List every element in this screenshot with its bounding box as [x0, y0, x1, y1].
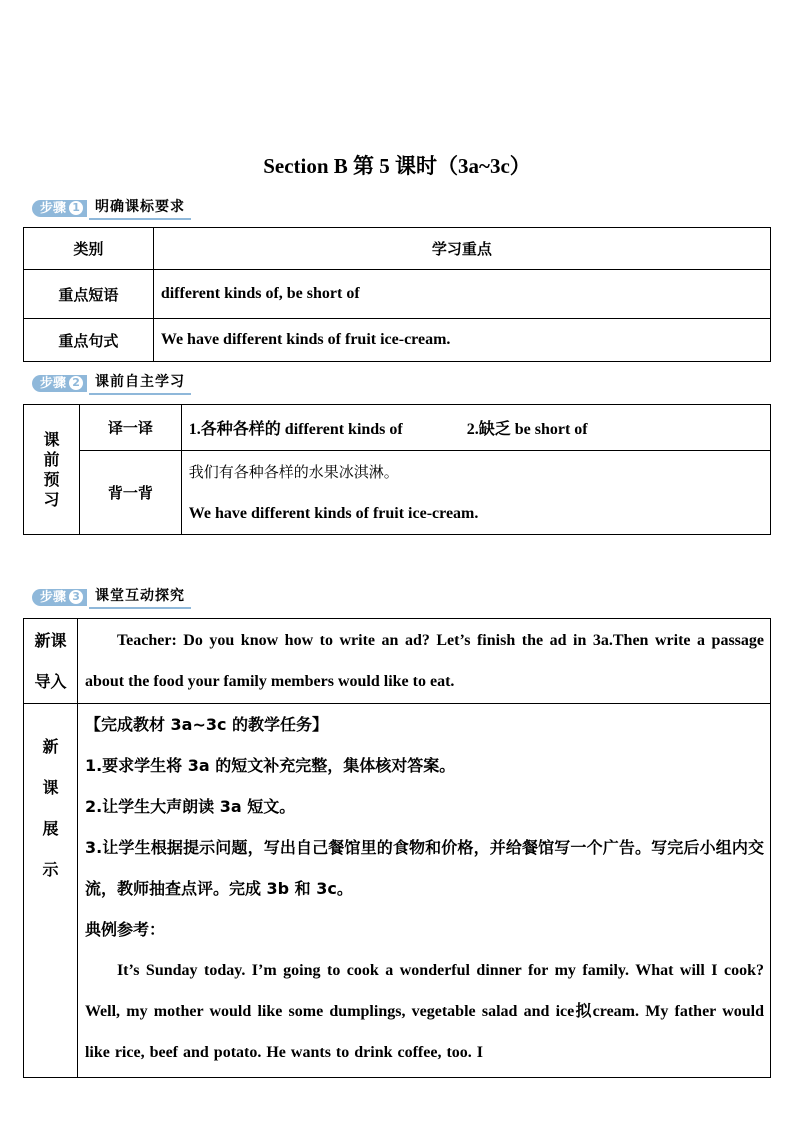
translate-item-1: 1.各种各样的 different kinds of — [188, 421, 403, 438]
side-label-preview: 课前预习 — [24, 405, 80, 535]
step-label: 明确课标要求 — [89, 196, 191, 220]
step-badge: 步骤 2 — [32, 375, 87, 392]
task-item-2: 2.让学生大声朗读 3a 短文。 — [84, 797, 296, 816]
recite-content — [181, 451, 770, 535]
side-label-intro: 新课 导入 — [24, 619, 78, 704]
row-label: 重点短语 — [24, 270, 154, 319]
example-label: 典例参考： — [84, 920, 165, 939]
translate-items — [181, 405, 770, 451]
translate-item-2: 2.缺乏 be short of — [466, 421, 588, 438]
example-text: It’s Sunday today. I’m going to cook a wonderful dinner for my family. What will I cook? Well, my mother would like some dumplings, vegetable salad and ice拟cream. My father would like rice, beef and potato. He wants to drink coffee, too. I — [84, 962, 764, 1061]
step-badge: 步骤 1 — [32, 200, 87, 217]
new-lesson-content — [77, 704, 770, 1078]
side-label-new-lesson: 新 课 展 示 — [24, 704, 78, 1078]
row-label: 译一译 — [79, 405, 181, 451]
step-2-header — [32, 373, 191, 393]
task-item-1: 1.要求学生将 3a 的短文补充完整，集体核对答案。 — [84, 756, 456, 775]
table-row — [24, 270, 771, 319]
preview-table — [23, 404, 771, 535]
recite-line-1: 我们有各种各样的水果冰淇淋。 — [188, 462, 399, 481]
step-number-icon: 1 — [69, 201, 83, 215]
row-content: We have different kinds of fruit ice-cream. — [153, 319, 770, 362]
table-row — [24, 319, 771, 362]
task-item-3: 3.让学生根据提示问题，写出自己餐馆里的食物和价格，并给餐馆写一个广告。写完后小组内交流，教师抽查点评。完成 3b 和 3c。 — [84, 838, 764, 898]
header-key-points: 学习重点 — [153, 228, 770, 270]
key-points-table — [23, 227, 771, 362]
table-row — [24, 451, 771, 535]
page-title: Section B 第 5 课时（3a~3c） — [263, 154, 531, 178]
table-row — [24, 405, 771, 451]
table-header-row — [24, 228, 771, 270]
table-row — [24, 619, 771, 704]
task-heading: 【完成教材 3a~3c 的教学任务】 — [84, 715, 329, 734]
step-number-icon: 3 — [69, 590, 83, 604]
step-3-header — [32, 587, 191, 607]
row-label: 背一背 — [79, 451, 181, 535]
step-label: 课堂互动探究 — [89, 585, 191, 609]
table-row — [24, 704, 771, 1078]
interactive-table — [23, 618, 771, 1078]
intro-text: Teacher: Do you know how to write an ad? Let’s finish the ad in 3a.Then write a passage about the food your family members would like to eat. — [77, 619, 770, 704]
step-number-icon: 2 — [69, 376, 83, 390]
step-1-header — [32, 198, 191, 218]
recite-line-2: We have different kinds of fruit ice-cream. — [188, 504, 479, 522]
step-badge: 步骤 3 — [32, 589, 87, 606]
row-content: different kinds of, be short of — [153, 270, 770, 319]
step-label: 课前自主学习 — [89, 371, 191, 395]
header-category: 类别 — [24, 228, 154, 270]
row-label: 重点句式 — [24, 319, 154, 362]
